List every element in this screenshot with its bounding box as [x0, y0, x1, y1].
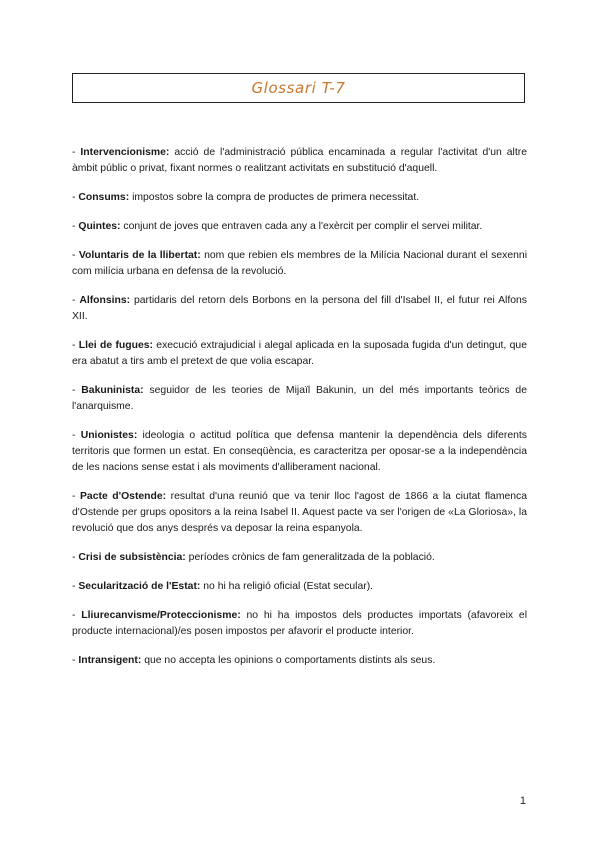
- glossary-term: Secularització de l'Estat:: [78, 581, 201, 592]
- glossary-entry: [72, 428, 527, 476]
- bullet-dash: -: [72, 250, 79, 261]
- bullet-dash: -: [72, 192, 79, 203]
- glossary-definition: seguidor de les teories de Mijaïl Bakunin, un del més importants teòrics de l'anarquisme.: [72, 385, 527, 412]
- glossary-entry: [72, 489, 527, 537]
- page-title: Glossari T-7: [251, 79, 346, 97]
- bullet-dash: -: [72, 385, 82, 396]
- bullet-dash: -: [72, 147, 81, 158]
- bullet-dash: -: [72, 581, 79, 592]
- glossary-definition: acció de l'administració pública encaminada a regular l'activitat d'un altre àmbit públic o privat, fixant normes o realitzant activitats en substitució d'aquell.: [72, 147, 527, 174]
- glossary-definition: que no accepta les opinions o comportaments distints als seus.: [144, 655, 436, 666]
- bullet-dash: -: [72, 552, 79, 563]
- glossary-definition: ideologia o actitud política que defensa mantenir la dependència dels diferents territoris que formen un estat. En conseqüència, es caracteritza per oposar-se a la independència de les nacions sense estat i als moviments d'alliberament nacional.: [72, 430, 527, 473]
- bullet-dash: -: [72, 295, 80, 306]
- glossary-definition: no hi ha religió oficial (Estat secular).: [203, 581, 374, 592]
- glossary-definition: no hi ha impostos dels productes importats (afavoreix el producte internacional)/es posen impostos per afavorir el producte interior.: [72, 610, 527, 637]
- glossary-term: Unionistes:: [80, 430, 138, 441]
- glossary-term: Bakuninista:: [81, 385, 144, 396]
- glossary-entry: [72, 293, 527, 325]
- glossary-definition: execució extrajudicial i alegal aplicada en la suposada fugida d'un detingut, que era abatut a tirs amb el pretext de que volia escapar.: [72, 340, 527, 367]
- glossary-term: Quintes:: [78, 221, 121, 232]
- glossary-entry: [72, 248, 527, 280]
- glossary-entry: [72, 653, 527, 669]
- glossary-list: [72, 145, 527, 682]
- glossary-entry: [72, 550, 527, 566]
- glossary-term: Crisi de subsistència:: [78, 552, 186, 563]
- bullet-dash: -: [72, 655, 79, 666]
- glossary-term: Intransigent:: [78, 655, 142, 666]
- glossary-term: Consums:: [78, 192, 130, 203]
- glossary-definition: impostos sobre la compra de productes de primera necessitat.: [132, 192, 420, 203]
- glossary-entry: [72, 338, 527, 370]
- page-number: 1: [519, 795, 526, 807]
- glossary-definition: nom que rebien els membres de la Milícia Nacional durant el sexenni com milícia urbana en defensa de la revolució.: [72, 250, 527, 277]
- glossary-term: Voluntaris de la llibertat:: [78, 250, 201, 261]
- glossary-definition: conjunt de joves que entraven cada any a l'exèrcit per complir el servei militar.: [123, 221, 483, 232]
- glossary-entry: [72, 145, 527, 177]
- bullet-dash: -: [72, 221, 79, 232]
- bullet-dash: -: [72, 610, 82, 621]
- glossary-entry: [72, 190, 527, 206]
- title-box: [72, 73, 525, 103]
- glossary-term: Intervencionisme:: [80, 147, 170, 158]
- glossary-entry: [72, 383, 527, 415]
- glossary-entry: [72, 219, 527, 235]
- glossary-term: Pacte d'Ostende:: [80, 491, 167, 502]
- glossary-definition: períodes crònics de fam generalitzada de la població.: [188, 552, 435, 563]
- glossary-entry: [72, 579, 527, 595]
- glossary-term: Alfonsins:: [79, 295, 131, 306]
- glossary-term: Lliurecanvisme/Proteccionisme:: [81, 610, 241, 621]
- glossary-term: Llei de fugues:: [78, 340, 153, 351]
- bullet-dash: -: [72, 340, 79, 351]
- bullet-dash: -: [72, 491, 80, 502]
- glossary-entry: [72, 608, 527, 640]
- glossary-definition: partidaris del retorn dels Borbons en la persona del fill d'Isabel II, el futur rei Alfons XII.: [72, 295, 527, 322]
- glossary-definition: resultat d'una reunió que va tenir lloc l'agost de 1866 a la ciutat flamenca d'Ostende per grups opositors a la reina Isabel II. Aquest pacte va ser l'origen de «La Gloriosa», la revolució que dos anys després va deposar la reina espanyola.: [72, 491, 528, 534]
- bullet-dash: -: [72, 430, 81, 441]
